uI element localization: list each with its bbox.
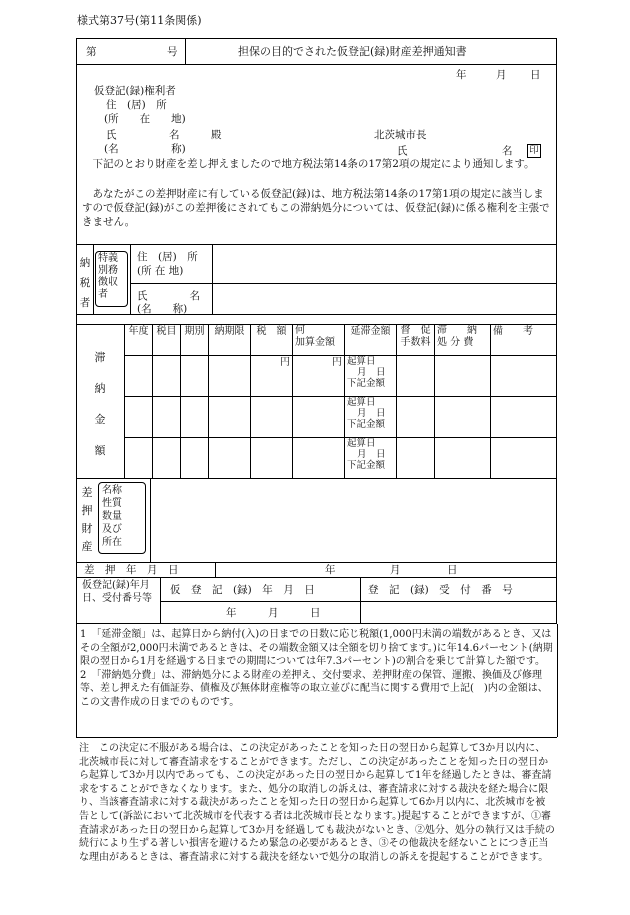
holder-label: 仮登記(録)権利者 — [94, 85, 176, 97]
arrears-side-label: 滞 納 金 額 — [94, 351, 106, 457]
registration-date-value: 年 月 日 — [226, 607, 321, 619]
col-reminder-fee: 督 促 手数料 — [397, 325, 435, 356]
delay-box-1: 起算日 月 日 下記金額 — [345, 356, 397, 397]
arrears-table — [124, 324, 557, 479]
taxpayer-name-sub: (名 称) — [137, 303, 188, 315]
registration-number-header: 登 記 (録) 受 付 番 号 — [368, 584, 513, 596]
date-year: 年 — [456, 69, 467, 81]
notes — [80, 628, 555, 710]
taxpayer-address-label: 住 (居) 所 — [137, 251, 198, 263]
honorific: 殿 — [211, 129, 222, 141]
holder-address-sub: (所 在 地) — [104, 113, 186, 125]
note-1: 1 「延滞金額」は、起算日から納付(入)の日までの日数に応じ税額(1,000円未満の端数があるとき、又はその全額が2,000円未満であるときは、その端数金額又は全額を切り捨てます。)に年14.6パーセント(納期限の翌日から1月を経過する日までの期間については年7.3パーセント)の割合を乗じて計算した額です。 — [80, 629, 553, 668]
special-collector-label: 特義 別務 徴収 者 — [98, 253, 118, 300]
date-month: 月 — [496, 69, 507, 81]
seizure-month: 月 — [390, 564, 401, 576]
unit-surcharge: 円 — [293, 356, 345, 397]
col-surcharge: 何 加算金額 — [293, 325, 345, 356]
taxpayer-address-sub: (所 在 地) — [137, 265, 184, 277]
seized-property-items: 名称 性質 数量 及び 所在 — [102, 485, 122, 548]
registration-date-header: 仮 登 記 (録) 年 月 日 — [170, 584, 315, 596]
number-label: 第 — [86, 46, 97, 58]
document-title: 担保の目的でされた仮登記(録)財産差押通知書 — [238, 45, 467, 58]
col-delinquency: 延滞金額 — [345, 325, 397, 356]
notice-paragraph-1: 下記のとおり財産を差し押えましたので地方税法第14条の17第2項の規定により通知します。 — [82, 158, 535, 170]
registration-label: 仮登記(録)年月日、受付番号等 — [82, 580, 152, 604]
seizure-year: 年 — [325, 564, 336, 576]
col-fiscal-year: 年度 — [125, 325, 153, 356]
col-remarks: 備 考 — [491, 325, 557, 356]
seized-side-label: 差 押 財 産 — [81, 486, 93, 553]
col-due-date: 納期限 — [209, 325, 251, 356]
note-2: 2 「滞納処分費」は、滞納処分による財産の差押え、交付要求、差押財産の保管、運搬、換価及び修理等、差し押えた有価証券、債権及び無体財産権等の取立並びに配当に関する費用で上記( )内の金額は、この文書作成の日までのものです。 — [80, 669, 548, 708]
number-suffix: 号 — [167, 46, 178, 58]
holder-name-sub: (名 称) — [104, 143, 186, 155]
mayor-title: 北茨城市長 — [374, 129, 427, 141]
delay-box-2: 起算日 月 日 下記金額 — [345, 397, 397, 438]
holder-address-label: 住 (居) 所 — [106, 99, 167, 111]
col-tax-amount: 税 額 — [251, 325, 293, 356]
col-disposal-cost: 滞 納 処 分 費 — [435, 325, 491, 356]
taxpayer-name-label: 氏 名 — [137, 290, 200, 302]
seizure-day: 日 — [447, 564, 458, 576]
col-tax-type: 税目 — [153, 325, 181, 356]
form-number: 様式第37号(第11条関係) — [77, 14, 202, 27]
notice-paragraph-2: あなたがこの差押財産に有している仮登記(録)は、地方税法第14条の17第1項の規定に該当しますので仮登記(録)がこの差押後にされてもこの滞納処分については、仮登記(録)に係る権利を主張できません。 — [82, 188, 550, 229]
delay-box-3: 起算日 月 日 下記金額 — [345, 438, 397, 479]
taxpayer-side-label: 納 税 者 — [79, 257, 91, 309]
seizure-date-label: 差 押 年 月 日 — [84, 564, 179, 576]
date-day: 日 — [530, 69, 541, 81]
footer-legal-note: 注 この決定に不服がある場合は、この決定があったことを知った日の翌日から起算して3か月以内に、北茨城市長に対して審査請求をすることができます。ただし、この決定があったことを知った日の翌日から起算して3か月以内であっても、この決定があった日の翌日から起算して1年を経過したときは、審査請求をすることができなくなります。また、処分の取消しの訴えは、審査請求に対する裁決を経た場合に限り、当該審査請求に対する裁決があったことを知った日の翌日から起算して6か月以内に、北茨城市を被告として(訴訟において北茨城市を代表する者は北茨城市長となります。)提起することができますが、①審査請求があった日の翌日から起算して3か月を経過しても裁決がないとき、②処分、処分の執行又は手続の続行により生ずる著しい損害を避けるため緊急の必要があるとき、③その他裁決を経ないことにつき正当な理由があるときは、審査請求に対する裁決を経ないで処分の取消しの訴えを提起することができます。 — [79, 743, 555, 863]
holder-name-label: 氏 名 — [106, 129, 180, 141]
unit-tax: 円 — [251, 356, 293, 397]
seal-mark: 印 — [527, 144, 541, 158]
col-period: 期別 — [181, 325, 209, 356]
mayor-name-label: 氏 名 — [397, 145, 513, 157]
